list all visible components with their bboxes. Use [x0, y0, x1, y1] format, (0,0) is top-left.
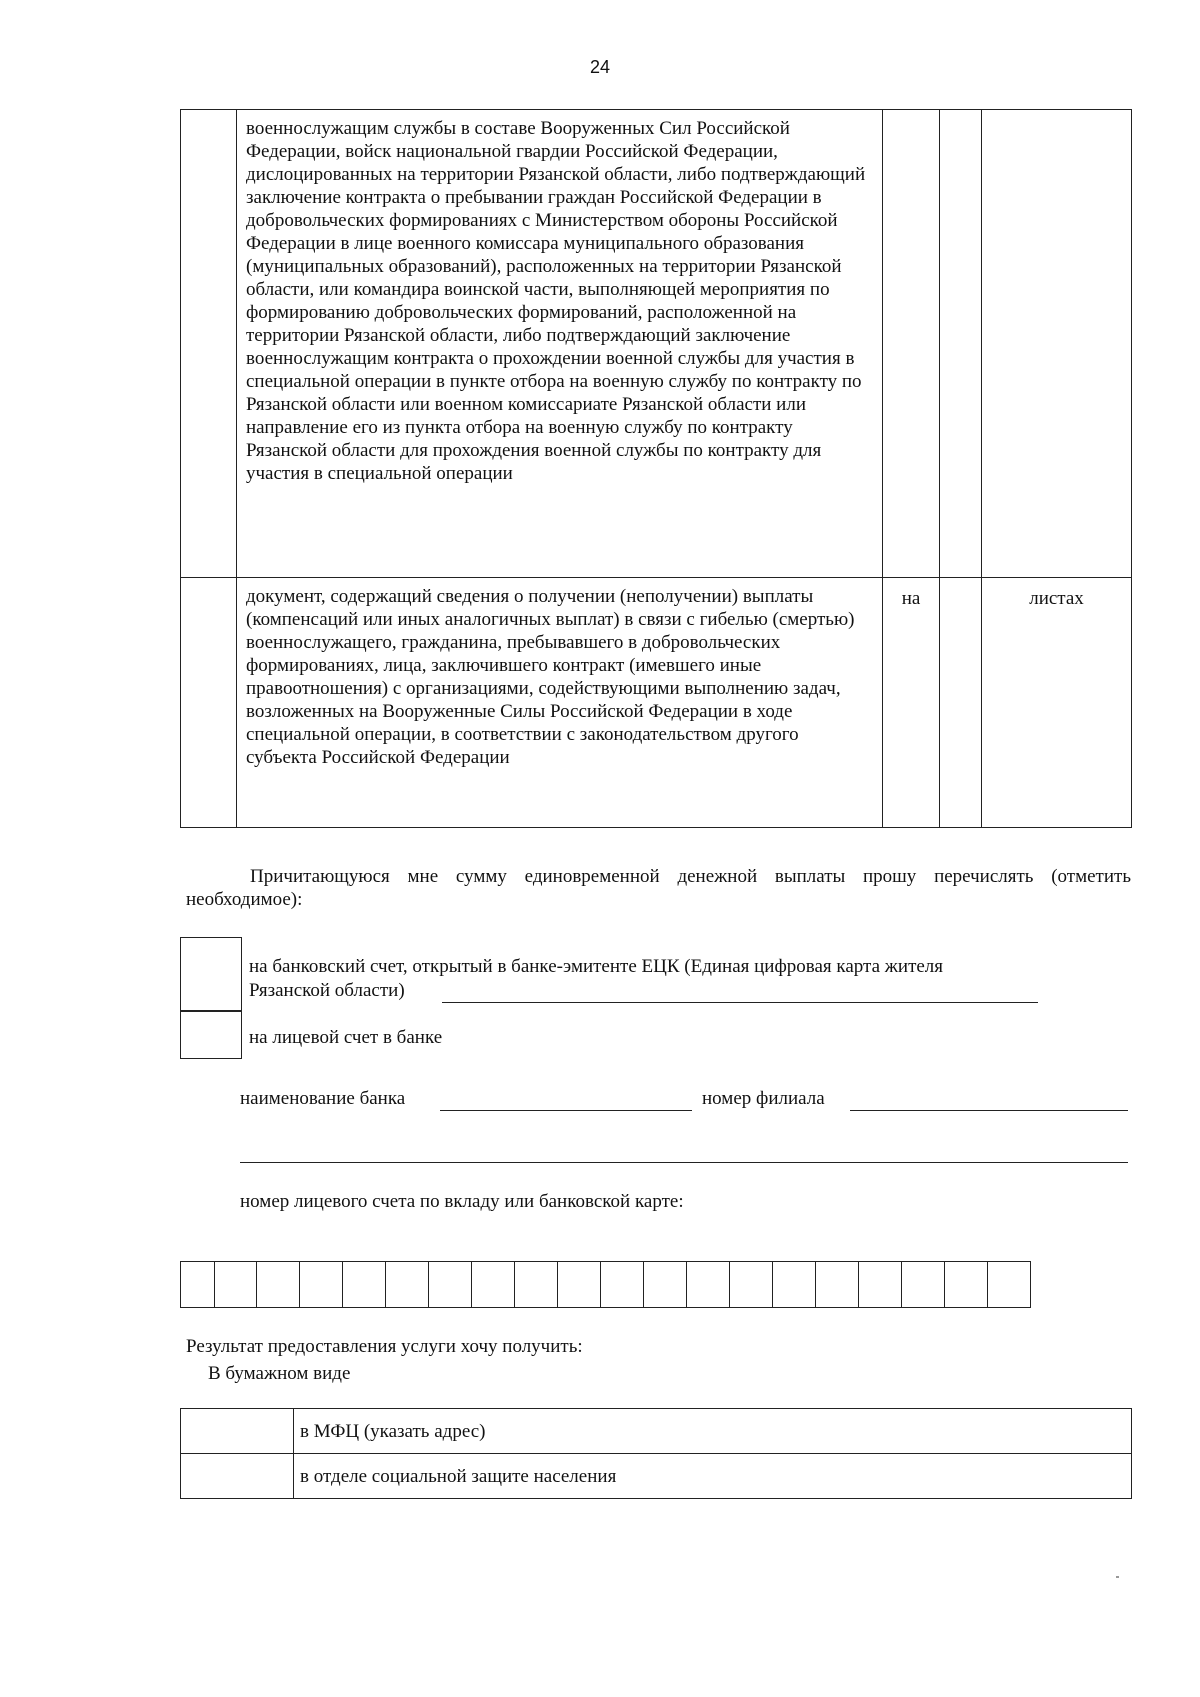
table-row: [181, 1454, 1132, 1499]
bank-account-option-label-cont: Рязанской области): [249, 980, 405, 1001]
result-subtitle: В бумажном виде: [208, 1363, 351, 1384]
account-digit-cell[interactable]: [644, 1262, 687, 1307]
bank-extra-line[interactable]: [240, 1162, 1128, 1163]
branch-number-label: номер филиала: [702, 1088, 825, 1109]
row-marker-cell[interactable]: [181, 578, 237, 828]
table-row: [181, 110, 1132, 578]
payment-request-text: [186, 865, 1131, 911]
sheets-label-cell: листах: [982, 578, 1132, 828]
page-number: 24: [589, 57, 611, 77]
mfc-option-label: в МФЦ (указать адрес): [294, 1409, 1132, 1454]
bank-account-checkbox[interactable]: [180, 937, 242, 1011]
account-digit-cell[interactable]: [859, 1262, 902, 1307]
account-digit-cell[interactable]: [181, 1262, 215, 1307]
account-digit-cell[interactable]: [343, 1262, 386, 1307]
documents-table: [180, 109, 1132, 828]
account-digit-cell[interactable]: [945, 1262, 988, 1307]
account-number-label: номер лицевого счета по вкладу или банковской карте:: [240, 1191, 684, 1212]
mfc-checkbox-cell[interactable]: [181, 1409, 294, 1454]
account-digit-cell[interactable]: [215, 1262, 257, 1307]
table-row: [181, 1409, 1132, 1454]
sheet-count-cell[interactable]: [940, 578, 982, 828]
sheets-label-cell: [982, 110, 1132, 578]
account-digit-cell[interactable]: [601, 1262, 644, 1307]
row-marker-cell[interactable]: [181, 110, 237, 578]
account-digit-cell[interactable]: [902, 1262, 945, 1307]
table-row: [181, 578, 1132, 828]
account-digit-cell[interactable]: [429, 1262, 472, 1307]
account-digit-cell[interactable]: [730, 1262, 773, 1307]
bank-name-input[interactable]: [440, 1110, 692, 1111]
social-protection-checkbox-cell[interactable]: [181, 1454, 294, 1499]
account-digit-cell[interactable]: [687, 1262, 730, 1307]
account-digit-cell[interactable]: [257, 1262, 300, 1307]
result-title: Результат предоставления услуги хочу получить:: [186, 1336, 583, 1357]
account-digit-cell[interactable]: [515, 1262, 558, 1307]
personal-account-option-label: на лицевой счет в банке: [249, 1027, 443, 1048]
account-digit-cell[interactable]: [988, 1262, 1030, 1307]
sheet-count-cell[interactable]: [940, 110, 982, 578]
bank-account-line[interactable]: [442, 1002, 1038, 1003]
bank-account-option-label: на банковский счет, открытый в банке-эмитенте ЕЦК (Единая цифровая карта жителя: [249, 956, 944, 977]
account-digit-cell[interactable]: [472, 1262, 515, 1307]
social-protection-option-label: в отделе социальной защите населения: [294, 1454, 1132, 1499]
on-label-cell: [883, 110, 940, 578]
result-options-table: [180, 1408, 1132, 1499]
branch-number-input[interactable]: [850, 1110, 1128, 1111]
account-digit-cell[interactable]: [558, 1262, 601, 1307]
document-description: военнослужащим службы в составе Вооруженных Сил Российской Федерации, войск национальной гвардии Российской Федерации, дислоцированных на территории Рязанской области, либо подтверждающий заключение контракта о пребывании граждан Российской Федерации в добровольческих формированиях с Министерством обороны Российской Федерации в лице военного комиссара муниципального образования (муниципальных образований), расположенных на территории Рязанской области, или командира воинской части, выполняющей мероприятия по формированию добровольческих формирований, расположенной на территории Рязанской области, либо подтверждающий заключение военнослужащим контракта о прохождении военной службы для участия в специальной операции в пункте отбора на военную службу по контракту по Рязанской области или военном комиссариате Рязанской области или направление его из пункта отбора на военную службу по контракту Рязанской области для прохождения военной службы по контракту для участия в специальной операции: [237, 110, 883, 578]
account-number-cells[interactable]: [180, 1261, 1031, 1308]
scan-speck: [1116, 1576, 1119, 1578]
account-digit-cell[interactable]: [386, 1262, 429, 1307]
account-digit-cell[interactable]: [773, 1262, 816, 1307]
personal-account-checkbox[interactable]: [180, 1011, 242, 1059]
bank-name-label: наименование банка: [240, 1088, 406, 1109]
on-label-cell: на: [883, 578, 940, 828]
document-description: документ, содержащий сведения о получении (неполучении) выплаты (компенсаций или иных аналогичных выплат) в связи с гибелью (смертью) военнослужащего, гражданина, пребывавшего в добровольческих формированиях, лица, заключившего контракт (имевшего иные правоотношения) с организациями, содействующими выполнению задач, возложенных на Вооруженные Силы Российской Федерации в ходе специальной операции, в соответствии с законодательством другого субъекта Российской Федерации: [237, 578, 883, 828]
payment-request-label: Причитающуюся мне сумму единовременной денежной выплаты прошу перечислять (отметить необходимое):: [186, 866, 1131, 910]
account-digit-cell[interactable]: [816, 1262, 859, 1307]
account-digit-cell[interactable]: [300, 1262, 343, 1307]
